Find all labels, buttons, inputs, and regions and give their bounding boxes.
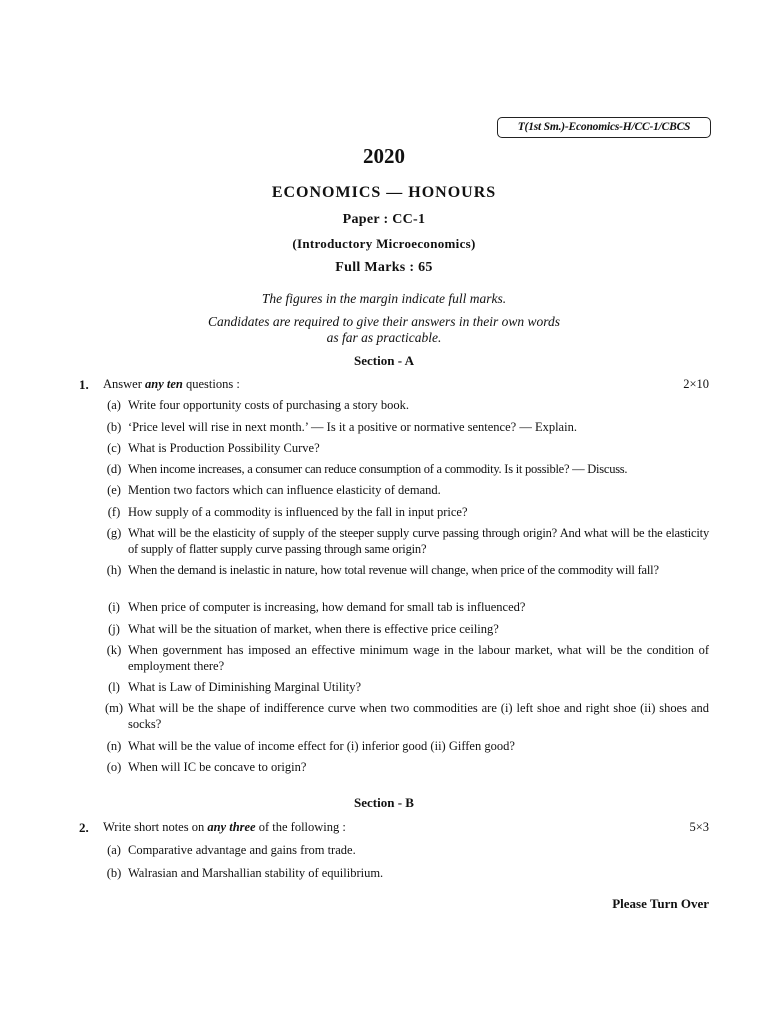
item-text: When income increases, a consumer can reduce consumption of a commodity. Is it possible? — Discuss. [128, 462, 628, 476]
item-label: (c) [107, 441, 121, 455]
item-text: Comparative advantage and gains from trade. [128, 843, 356, 857]
question-prompt [103, 820, 346, 835]
item-text: What will be the value of income effect for (i) inferior good (ii) Giffen good? [128, 739, 515, 753]
item-label: (k) [106, 643, 122, 657]
item-label: (b) [106, 420, 122, 434]
question-prompt [103, 377, 240, 392]
item-text: When government has imposed an effective minimum wage in the labour market, what will be the condition of employment there? [128, 643, 709, 673]
prompt-text: of the following : [255, 820, 346, 834]
item-label: (o) [106, 760, 122, 774]
please-turn-over: Please Turn Over [612, 896, 709, 911]
full-marks: Full Marks : 65 [335, 260, 433, 275]
item-text: What is Law of Diminishing Marginal Utility? [128, 680, 362, 694]
item-label: (j) [108, 622, 120, 636]
item-label: (g) [106, 526, 122, 540]
prompt-text: Answer [103, 377, 146, 391]
item-label: (i) [108, 600, 120, 614]
item-label: (d) [106, 462, 122, 476]
paper-code: Paper : CC-1 [342, 212, 426, 227]
instruction-own-words [0, 314, 768, 346]
item-text: What is Production Possibility Curve? [128, 441, 320, 455]
item-text: How supply of a commodity is influenced by the fall in input price? [128, 505, 468, 519]
item-label: (l) [108, 680, 120, 694]
paper-code-badge: T(1st Sm.)-Economics-H/CC-1/CBCS [497, 117, 711, 138]
prompt-emphasis: any three [207, 820, 256, 834]
item-text: What will be the shape of indifference curve when two commodities are (i) left shoe and right shoe (ii) shoes and socks? [128, 701, 709, 731]
item-label: (b) [106, 866, 122, 880]
item-text: What will be the situation of market, when there is effective price ceiling? [128, 622, 499, 636]
prompt-text: Write short notes on [103, 820, 208, 834]
question-marks: 5×3 [689, 820, 709, 834]
prompt-text: questions : [182, 377, 240, 391]
item-text: Walrasian and Marshallian stability of equilibrium. [128, 866, 384, 880]
item-text: When the demand is inelastic in nature, how total revenue will change, when price of the commodity will fall? [128, 563, 659, 577]
item-label: (h) [106, 563, 122, 577]
item-text: When price of computer is increasing, how demand for small tab is influenced? [128, 600, 526, 614]
instruction-margin: The figures in the margin indicate full marks. [261, 291, 507, 306]
exam-year: 2020 [363, 144, 405, 168]
item-label: (n) [106, 739, 122, 753]
subject-title: ECONOMICS — HONOURS [271, 184, 497, 201]
item-text: What will be the elasticity of supply of the steeper supply curve passing through origin? And what will be the elasticity of supply of flatter supply curve passing through same origin? [128, 526, 709, 556]
item-text: When will IC be concave to origin? [128, 760, 307, 774]
item-label: (a) [107, 398, 121, 412]
course-title: (Introductory Microeconomics) [292, 236, 476, 251]
item-text: ‘Price level will rise in next month.’ — Is it a positive or normative sentence? — Explain. [128, 420, 577, 434]
section-b-heading: Section - B [354, 795, 414, 810]
item-text: Write four opportunity costs of purchasing a story book. [128, 398, 410, 412]
item-text: Mention two factors which can influence elasticity of demand. [128, 483, 441, 497]
question-number: 1. [79, 377, 89, 392]
section-a-heading: Section - A [354, 353, 414, 368]
item-label: (a) [107, 843, 121, 857]
question-number: 2. [79, 820, 89, 835]
question-marks: 2×10 [683, 377, 709, 391]
item-label: (f) [107, 505, 121, 519]
prompt-emphasis: any ten [145, 377, 183, 391]
instruction-line: Candidates are required to give their answers in their own words [208, 314, 560, 329]
instruction-line: as far as practicable. [326, 330, 442, 345]
item-label: (e) [107, 483, 121, 497]
item-label: (m) [104, 701, 124, 715]
